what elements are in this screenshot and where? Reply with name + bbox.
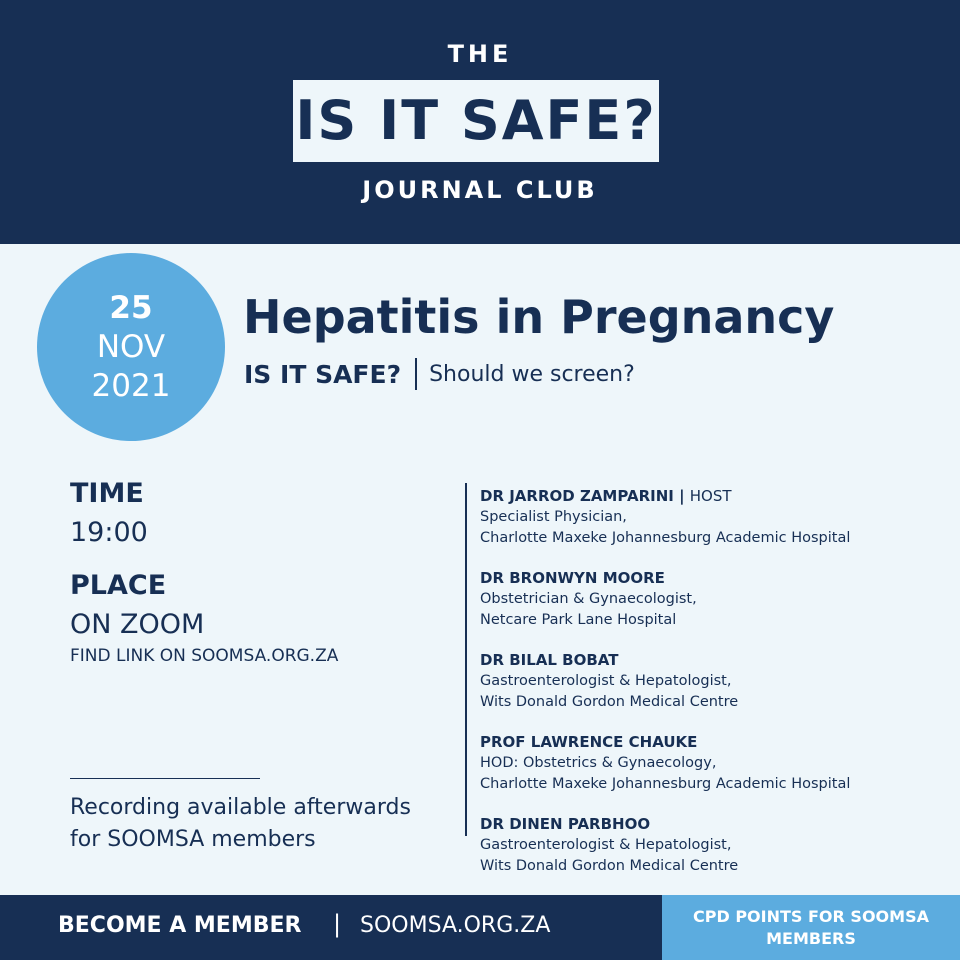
speaker-name: DR BILAL BOBAT (480, 651, 619, 669)
speaker-item (480, 732, 950, 794)
speaker-role: HOST (689, 487, 732, 505)
speakers-divider (465, 483, 467, 836)
topic-tag: IS IT SAFE? (244, 359, 402, 389)
speaker-affiliation: Netcare Park Lane Hospital (480, 611, 677, 628)
header-subtitle: JOURNAL CLUB (362, 176, 598, 204)
speaker-title: Gastroenterologist & Hepatologist, (480, 673, 732, 689)
speaker-name-text: DR JARROD ZAMPARINI | (480, 487, 685, 505)
topic-title: Hepatitis in Pregnancy (243, 290, 835, 344)
speaker-title: HOD: Obstetrics & Gynaecology, (480, 755, 717, 771)
subtitle-divider (415, 358, 417, 390)
place-value: ON ZOOM (70, 609, 205, 640)
date-day: 25 (109, 289, 153, 326)
speaker-item (480, 486, 950, 548)
header-the: THE (447, 40, 513, 68)
speaker-item (480, 568, 950, 630)
speaker-affiliation: Wits Donald Gordon Medical Centre (480, 693, 739, 710)
speaker-title: Obstetrician & Gynaecologist, (480, 591, 697, 607)
speaker-name: DR BRONWYN MOORE (480, 569, 665, 587)
event-details (70, 478, 450, 666)
speaker-title: Gastroenterologist & Hepatologist, (480, 837, 732, 853)
speaker-list (480, 486, 950, 896)
find-link-text: FIND LINK ON SOOMSA.ORG.ZA (70, 646, 339, 666)
speaker-name: DR DINEN PARBHOO (480, 815, 651, 833)
recording-divider (70, 778, 260, 779)
speaker-title: Specialist Physician, (480, 509, 627, 525)
recording-line-1: Recording available afterwards (70, 795, 411, 820)
speaker-name (480, 486, 950, 507)
speaker-item (480, 650, 950, 712)
speaker-affiliation: Charlotte Maxeke Johannesburg Academic Hospital (480, 775, 851, 792)
footer-separator: | (333, 910, 342, 938)
speaker-item (480, 814, 950, 876)
topic-subtitle (244, 358, 635, 390)
recording-note (70, 792, 411, 856)
header-title: IS IT SAFE? (293, 80, 659, 162)
speaker-affiliation: Wits Donald Gordon Medical Centre (480, 857, 739, 874)
speaker-name: PROF LAWRENCE CHAUKE (480, 733, 698, 751)
place-label: PLACE (70, 570, 167, 601)
cpd-badge (662, 895, 960, 960)
recording-line-2: for SOOMSA members (70, 827, 316, 852)
cpd-line-2: MEMBERS (766, 928, 856, 948)
speaker-affiliation: Charlotte Maxeke Johannesburg Academic Hospital (480, 529, 851, 546)
date-month: NOV (96, 328, 166, 365)
become-member-link[interactable]: BECOME A MEMBER (58, 913, 302, 938)
date-badge (37, 253, 225, 441)
time-value: 19:00 (70, 517, 148, 548)
topic-question: Should we screen? (429, 361, 635, 387)
cpd-line-1: CPD POINTS FOR SOOMSA (693, 906, 929, 926)
date-year: 2021 (91, 367, 171, 404)
website-link[interactable]: SOOMSA.ORG.ZA (360, 913, 551, 938)
time-label: TIME (70, 478, 144, 509)
header-banner (0, 0, 960, 244)
